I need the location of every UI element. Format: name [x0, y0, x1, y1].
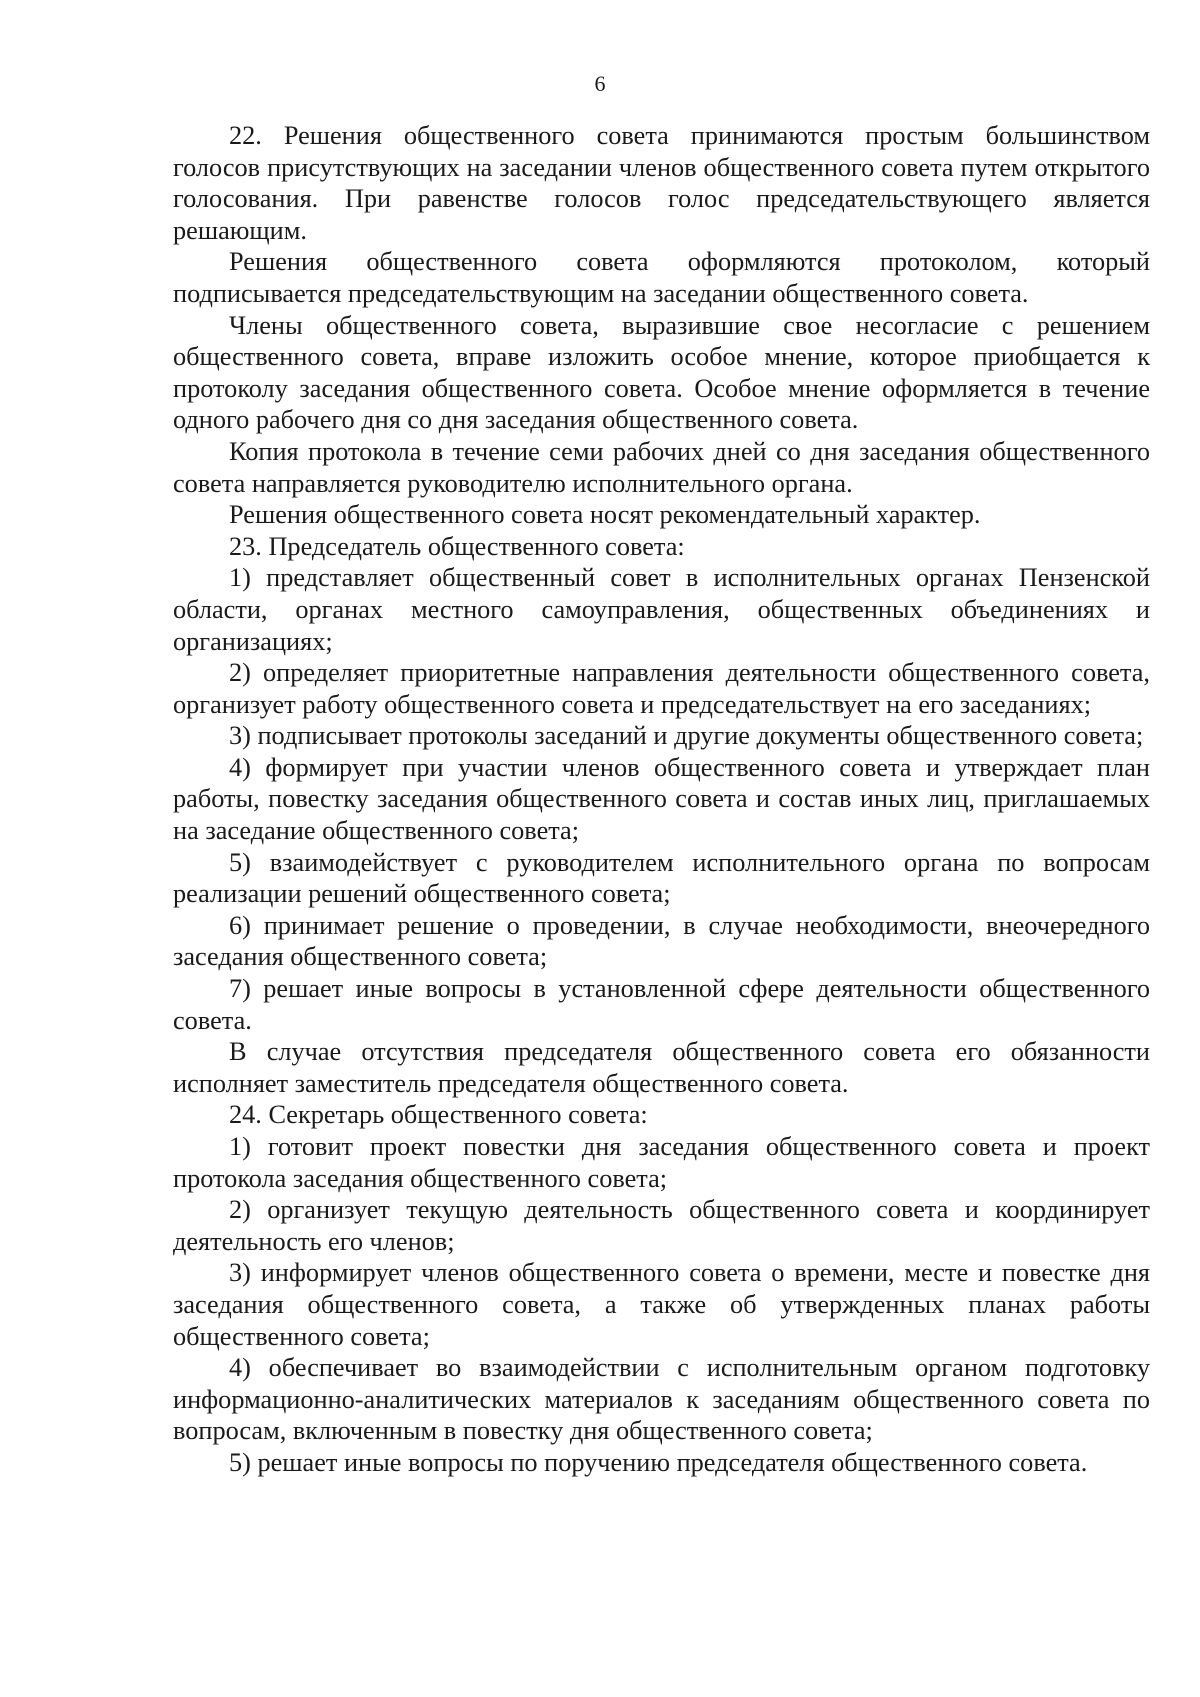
list-item-chairman-2: 2) определяет приоритетные направления деятельности общественного совета, организует работу общественного совета и председательствует на его заседаниях;: [173, 658, 1150, 719]
paragraph-22-decisions: 22. Решения общественного совета принимаются простым большинством голосов присутствующих на заседании членов общественного совета путем открытого голосования. При равенстве голосов голос председательствующего является решающим.: [173, 121, 1150, 245]
list-item-chairman-6: 6) принимает решение о проведении, в случае необходимости, внеочередного заседания общественного совета;: [173, 910, 1150, 972]
list-item-secretary-2: 2) организует текущую деятельность общественного совета и координирует деятельность его членов;: [173, 1195, 1150, 1256]
list-item-secretary-3: 3) информирует членов общественного совета о времени, месте и повестке дня заседания общественного совета, а также об утвержденных планах работы общественного совета;: [173, 1258, 1150, 1351]
list-item-secretary-4: 4) обеспечивает во взаимодействии с исполнительным органом подготовку информационно-аналитических материалов к заседаниям общественного совета по вопросам, включенным в повестку дня общественного совета;: [173, 1353, 1150, 1446]
list-item-secretary-5: 5) решает иные вопросы по поручению председателя общественного совета.: [229, 1447, 1088, 1477]
paragraph-decisions-protocol: Решения общественного совета оформляются протоколом, который подписывается председательствующим на заседании общественного совета.: [173, 247, 1150, 308]
paragraph-23-chairman-heading: 23. Председатель общественного совета:: [229, 531, 685, 561]
paragraph-24-secretary-heading: 24. Секретарь общественного совета:: [229, 1100, 648, 1130]
paragraph-protocol-copy: Копия протокола в течение семи рабочих дней со дня заседания общественного совета направляется руководителю исполнительного органа.: [173, 436, 1150, 498]
list-item-secretary-1: 1) готовит проект повестки дня заседания общественного совета и проект протокола заседания общественного совета;: [173, 1132, 1150, 1193]
list-item-chairman-7: 7) решает иные вопросы в установленной сфере деятельности общественного совета.: [173, 974, 1150, 1035]
paragraph-dissenting-opinion: Члены общественного совета, выразившие свое несогласие с решением общественного совета, вправе изложить особое мнение, которое приобщается к протоколу заседания общественного совета. Особое мнение оформляется в течение одного рабочего дня со дня заседания общественного совета.: [173, 310, 1150, 435]
list-item-chairman-1: 1) представляет общественный совет в исполнительных органах Пензенской области, органах местного самоуправления, общественных объединениях и организациях;: [173, 563, 1150, 656]
page-number: 6: [594, 71, 606, 96]
paragraph-chairman-absence: В случае отсутствия председателя общественного совета его обязанности исполняет заместитель председателя общественного совета.: [173, 1037, 1150, 1098]
list-item-chairman-5: 5) взаимодействует с руководителем исполнительного органа по вопросам реализации решений общественного совета;: [173, 847, 1150, 909]
document-body: [173, 120, 1150, 1479]
paragraph-recommendatory: Решения общественного совета носят рекомендательный характер.: [229, 500, 981, 530]
list-item-chairman-4: 4) формирует при участии членов общественного совета и утверждает план работы, повестку заседания общественного совета и состав иных лиц, приглашаемых на заседание общественного совета;: [173, 752, 1150, 846]
list-item-chairman-3: 3) подписывает протоколы заседаний и другие документы общественного совета;: [229, 721, 1144, 751]
